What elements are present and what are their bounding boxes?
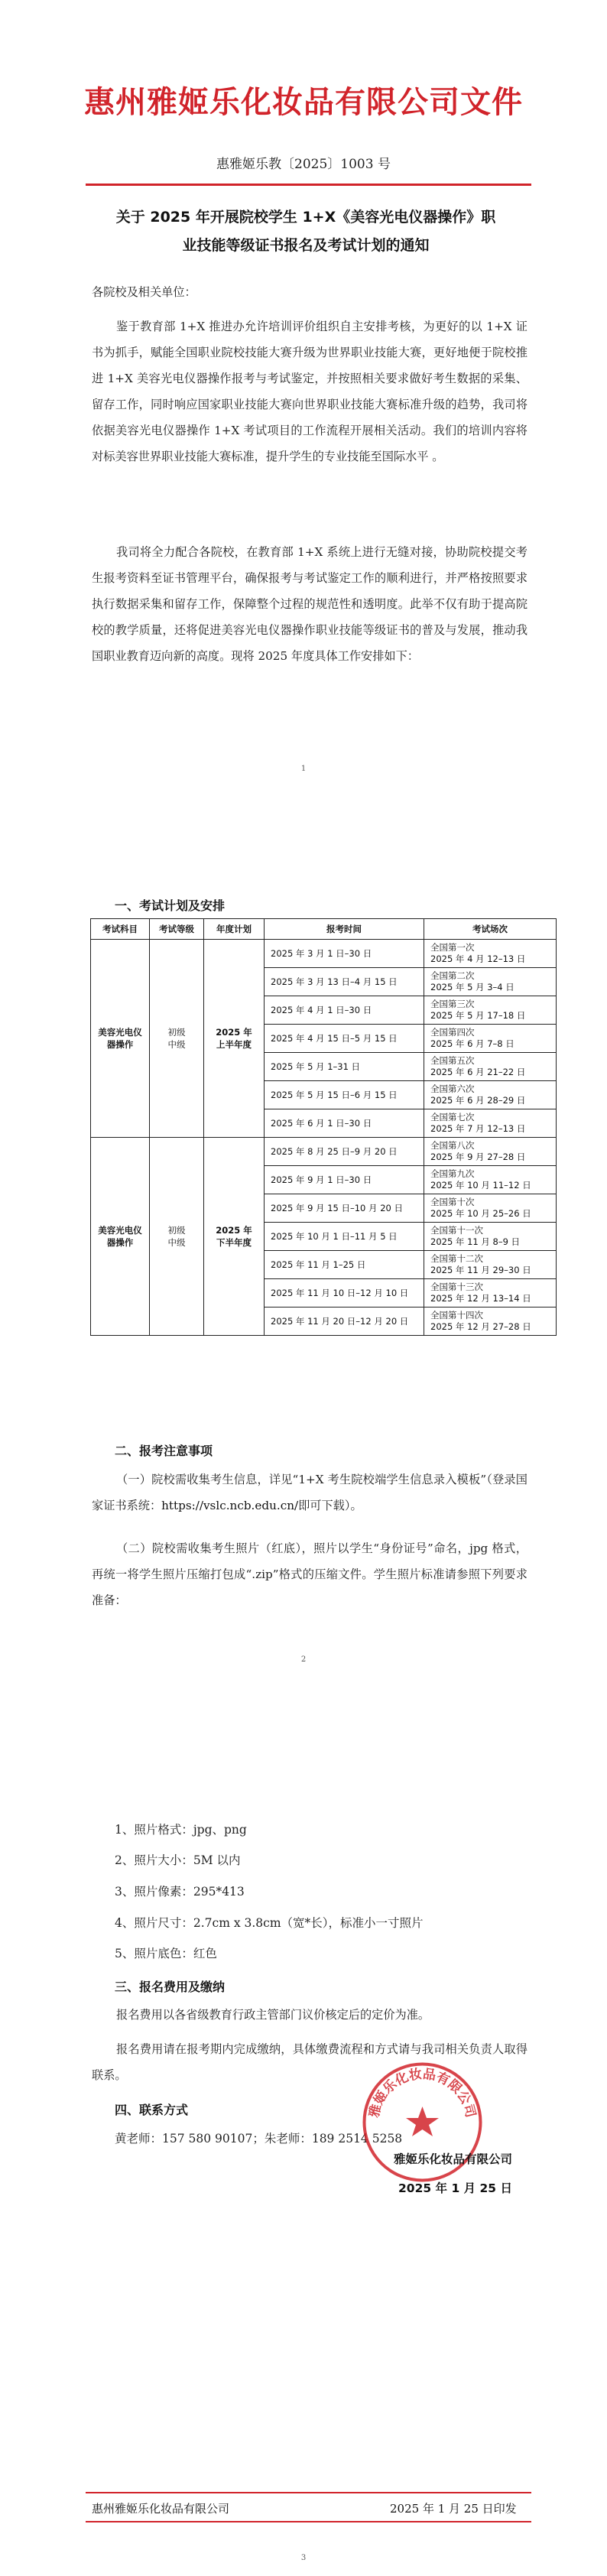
exam-round-date: 2025 年 6 月 7–8 日 bbox=[430, 1038, 514, 1049]
registration-period-cell: 2025 年 9 月 15 日–10 月 20 日 bbox=[265, 1194, 424, 1223]
exam-round-cell bbox=[424, 1223, 557, 1251]
doc-number: 惠雅姬乐教〔2025〕1003 号 bbox=[216, 157, 391, 172]
exam-round-cell bbox=[424, 940, 557, 968]
intro-paragraph-1: 鉴于教育部 1+X 推进办允许培训评价组织自主安排考核，为更好的以 1+X 证书为抓手，赋能全国职业院校技能大赛升级为世界职业技能大赛，更好地便于院校推进 1+X 美容光电仪器操作报考与考试鉴定，并按照相关要求做好考生数据的采集、留存工作，同时响应国家职业技能大赛向世界职业技能大赛标准升级的趋势，我司将依据美容光电仪器操作 1+X 考试项目的工作流程开展相关活动。我们的培训内容将对标美容世界职业技能大赛标准，提升学生的专业技能至国际水平 。 bbox=[92, 320, 527, 463]
exam-round-name: 全国第十次 bbox=[430, 1197, 475, 1207]
registration-period-cell: 2025 年 3 月 13 日–4 月 15 日 bbox=[265, 968, 424, 996]
exam-round-date: 2025 年 5 月 3–4 日 bbox=[430, 982, 514, 992]
exam-row bbox=[91, 1138, 557, 1166]
registration-period-cell: 2025 年 11 月 1–25 日 bbox=[265, 1251, 424, 1279]
exam-round-date: 2025 年 6 月 28–29 日 bbox=[430, 1095, 526, 1106]
section1-heading: 一、考试计划及安排 bbox=[115, 898, 226, 913]
contact-info: 黄老师：157 580 90107；朱老师：189 2514 5258 bbox=[115, 2132, 403, 2146]
photo-req-format: 1、照片格式：jpg、png bbox=[115, 1823, 247, 1837]
exam-round-name: 全国第十四次 bbox=[430, 1310, 483, 1320]
exam-round-cell bbox=[424, 1109, 557, 1138]
exam-round-name: 全国第一次 bbox=[430, 942, 475, 953]
th-subject: 考试科目 bbox=[91, 919, 150, 940]
footer-issue-date: 2025 年 1 月 25 日印发 bbox=[390, 2502, 517, 2516]
cert-system-link[interactable]: https://vslc.ncb.edu.cn/ bbox=[161, 1499, 299, 1512]
section3-heading: 三、报名费用及缴纳 bbox=[115, 1980, 226, 1994]
exam-round-date: 2025 年 11 月 29–30 日 bbox=[430, 1265, 531, 1275]
exam-round-name: 全国第四次 bbox=[430, 1027, 475, 1038]
registration-period-cell: 2025 年 3 月 1 日–30 日 bbox=[265, 940, 424, 968]
registration-period-cell: 2025 年 5 月 1–31 日 bbox=[265, 1053, 424, 1081]
exam-round-date: 2025 年 6 月 21–22 日 bbox=[430, 1067, 526, 1077]
subject-cell: 美容光电仪器操作 bbox=[91, 940, 150, 1138]
section2-heading: 二、报考注意事项 bbox=[115, 1444, 213, 1458]
exam-round-date: 2025 年 12 月 27–28 日 bbox=[430, 1321, 531, 1332]
exam-table-body bbox=[91, 940, 557, 1336]
salutation: 各院校及相关单位： bbox=[92, 285, 196, 299]
exam-round-name: 全国第二次 bbox=[430, 970, 475, 981]
section4-heading: 四、联系方式 bbox=[115, 2103, 189, 2117]
plan-cell: 2025 年 上半年度 bbox=[204, 940, 265, 1138]
exam-round-date: 2025 年 5 月 17–18 日 bbox=[430, 1010, 526, 1021]
section2-paragraph-1 bbox=[92, 1467, 527, 1519]
th-level: 考试等级 bbox=[150, 919, 204, 940]
photo-req-background: 5、照片底色：红色 bbox=[115, 1947, 217, 1960]
exam-round-name: 全国第十二次 bbox=[430, 1253, 483, 1264]
exam-round-name: 全国第九次 bbox=[430, 1168, 475, 1179]
page-number-3: 3 bbox=[300, 2554, 307, 2562]
header-red-rule bbox=[86, 184, 531, 186]
intro-paragraph-2: 我司将全力配合各院校，在教育部 1+X 系统上进行无缝对接，协助院校提交考生报考资料至证书管理平台，确保报考与考试鉴定工作的顺利进行，并严格按照要求执行数据采集和留存工作，保障整个过程的规范性和透明度。此举不仅有助于提高院校的教学质量，还将促进美容光电仪器操作职业技能等级证书的普及与发展，推动我国职业教育迈向新的高度。现将 2025 年度具体工作安排如下： bbox=[92, 545, 527, 663]
exam-round-name: 全国第五次 bbox=[430, 1055, 475, 1066]
page-number-1: 1 bbox=[300, 765, 307, 773]
doc-header-title: 惠州雅姬乐化妆品有限公司文件 bbox=[84, 85, 523, 120]
exam-round-name: 全国第八次 bbox=[430, 1140, 475, 1151]
subject-cell: 美容光电仪器操作 bbox=[91, 1138, 150, 1336]
registration-period-cell: 2025 年 8 月 25 日–9 月 20 日 bbox=[265, 1138, 424, 1166]
exam-round-cell bbox=[424, 1166, 557, 1194]
exam-round-name: 全国第六次 bbox=[430, 1083, 475, 1094]
section3-paragraph-2: 报名费用请在报考期内完成缴纳，具体缴费流程和方式请与我司相关负责人取得联系。 bbox=[92, 2042, 527, 2082]
section2-p1-suffix: 即可下载）。 bbox=[298, 1499, 362, 1512]
photo-req-pixels: 3、照片像素：295*413 bbox=[115, 1885, 245, 1899]
level-cell: 初级 中级 bbox=[150, 1138, 204, 1336]
exam-round-date: 2025 年 12 月 13–14 日 bbox=[430, 1293, 531, 1304]
exam-round-cell bbox=[424, 1081, 557, 1109]
exam-row bbox=[91, 940, 557, 968]
exam-round-name: 全国第十一次 bbox=[430, 1225, 483, 1236]
page-number-2: 2 bbox=[300, 1655, 307, 1664]
registration-period-cell: 2025 年 11 月 20 日–12 月 20 日 bbox=[265, 1307, 424, 1336]
notice-title-line1: 关于 2025 年开展院校学生 1+X《美容光电仪器操作》职 bbox=[115, 209, 496, 226]
photo-req-size: 2、照片大小：5M 以内 bbox=[115, 1853, 241, 1867]
th-date: 报考时间 bbox=[265, 919, 424, 940]
plan-cell: 2025 年 下半年度 bbox=[204, 1138, 265, 1336]
section2-paragraph-2: （二）院校需收集考生照片（红底），照片以学生“身份证号”命名，jpg 格式，再统一将学生照片压缩打包成“.zip”格式的压缩文件。学生照片标准请参照下列要求准备： bbox=[92, 1541, 527, 1607]
level-cell: 初级 中级 bbox=[150, 940, 204, 1138]
exam-round-date: 2025 年 4 月 12–13 日 bbox=[430, 953, 526, 964]
exam-round-cell bbox=[424, 1138, 557, 1166]
exam-round-cell bbox=[424, 1251, 557, 1279]
section3-paragraph-1: 报名费用以各省级教育行政主管部门议价核定后的定价为准。 bbox=[116, 2008, 430, 2022]
exam-round-cell bbox=[424, 1025, 557, 1053]
notice-title-line2: 业技能等级证书报名及考试计划的通知 bbox=[182, 237, 430, 254]
photo-req-dimensions: 4、照片尺寸：2.7cm x 3.8cm（宽*长），标准小一寸照片 bbox=[115, 1916, 424, 1930]
notice-title bbox=[92, 203, 520, 260]
exam-round-cell bbox=[424, 1194, 557, 1223]
footer-rule-bottom bbox=[86, 2521, 531, 2522]
exam-round-cell bbox=[424, 968, 557, 996]
registration-period-cell: 2025 年 9 月 1 日–30 日 bbox=[265, 1166, 424, 1194]
registration-period-cell: 2025 年 6 月 1 日–30 日 bbox=[265, 1109, 424, 1138]
registration-period-cell: 2025 年 5 月 15 日–6 月 15 日 bbox=[265, 1081, 424, 1109]
exam-round-name: 全国第三次 bbox=[430, 999, 475, 1009]
th-plan: 年度计划 bbox=[204, 919, 265, 940]
footer-rule-top bbox=[86, 2492, 531, 2493]
exam-round-cell bbox=[424, 1053, 557, 1081]
registration-period-cell: 2025 年 4 月 1 日–30 日 bbox=[265, 996, 424, 1025]
exam-round-cell bbox=[424, 996, 557, 1025]
exam-round-cell bbox=[424, 1307, 557, 1336]
exam-round-date: 2025 年 11 月 8–9 日 bbox=[430, 1236, 521, 1247]
exam-round-date: 2025 年 10 月 25–26 日 bbox=[430, 1208, 531, 1219]
th-round: 考试场次 bbox=[424, 919, 557, 940]
exam-round-date: 2025 年 9 月 27–28 日 bbox=[430, 1152, 526, 1162]
exam-round-name: 全国第十三次 bbox=[430, 1282, 483, 1292]
signer-company: 雅姬乐化妆品有限公司 bbox=[393, 2152, 512, 2166]
svg-text:雅姬乐化妆品有限公司: 雅姬乐化妆品有限公司 bbox=[366, 2066, 479, 2120]
section2-p1-prefix: （一）院校需收集考生信息，详见“1+X 考生院校端学生信息录入模板”（登录国家证书系统： bbox=[92, 1473, 527, 1512]
signature-date: 2025 年 1 月 25 日 bbox=[398, 2181, 512, 2195]
footer-issuer: 惠州雅姬乐化妆品有限公司 bbox=[92, 2502, 230, 2516]
exam-round-name: 全国第七次 bbox=[430, 1112, 475, 1122]
exam-round-date: 2025 年 10 月 11–12 日 bbox=[430, 1180, 531, 1191]
registration-period-cell: 2025 年 10 月 1 日–11 月 5 日 bbox=[265, 1223, 424, 1251]
registration-period-cell: 2025 年 11 月 10 日–12 月 10 日 bbox=[265, 1279, 424, 1307]
exam-schedule-table bbox=[90, 918, 557, 1336]
registration-period-cell: 2025 年 4 月 15 日–5 月 15 日 bbox=[265, 1025, 424, 1053]
exam-round-cell bbox=[424, 1279, 557, 1307]
exam-round-date: 2025 年 7 月 12–13 日 bbox=[430, 1123, 526, 1134]
